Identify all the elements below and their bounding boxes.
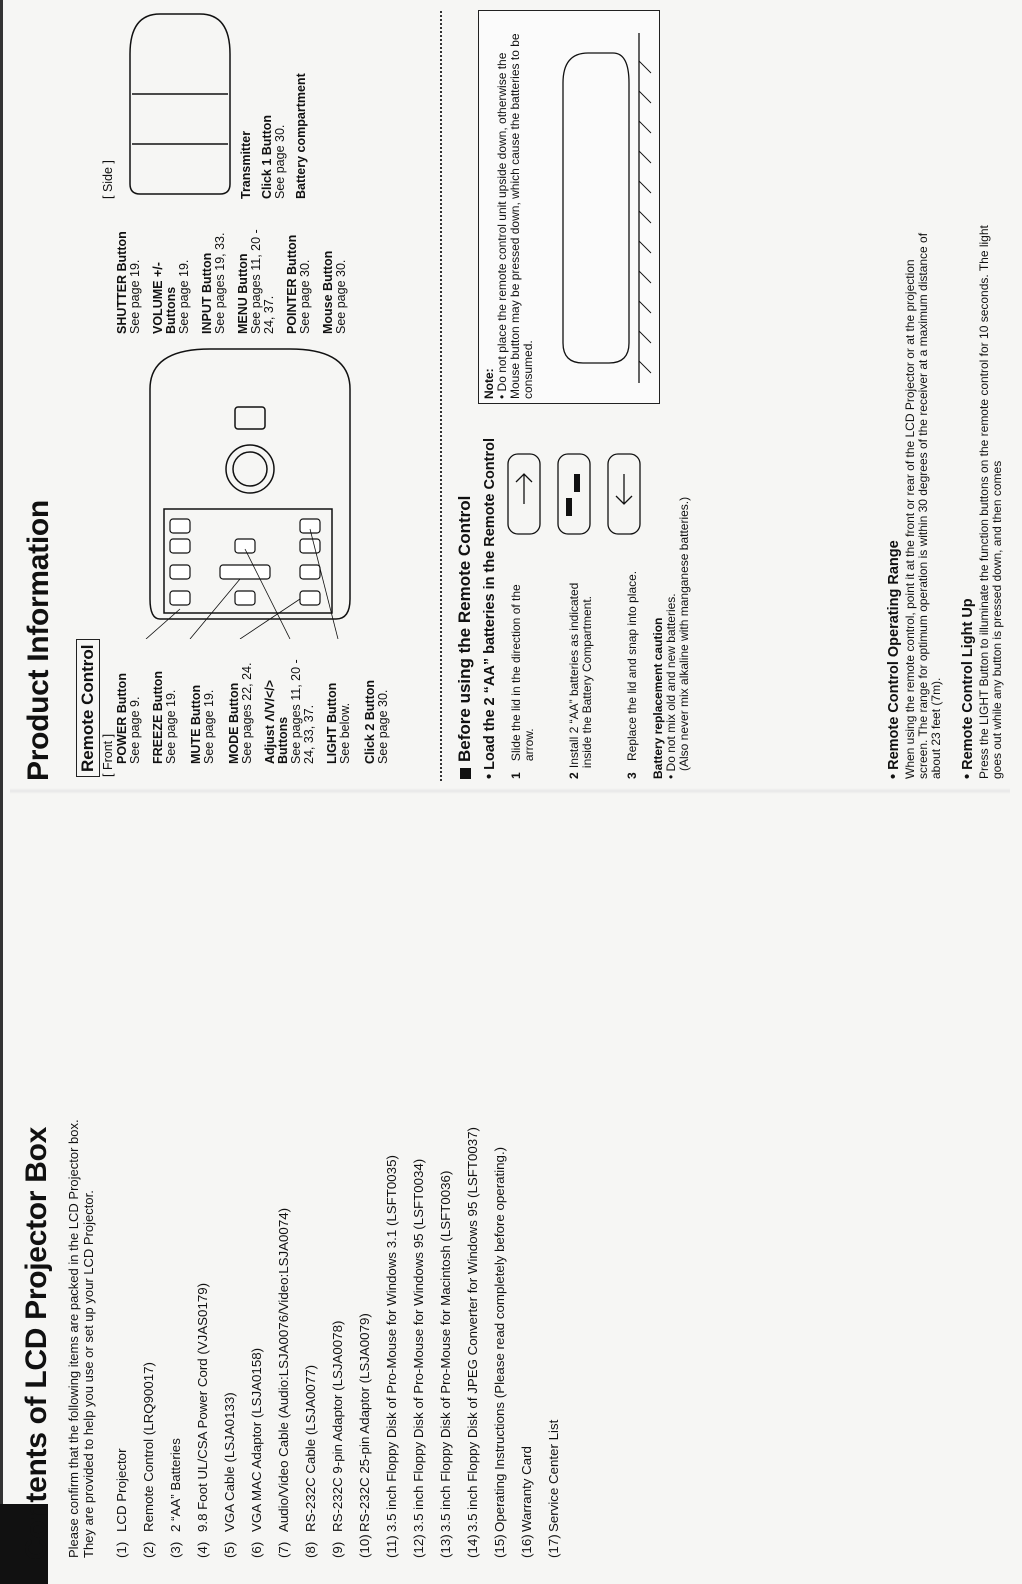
contents-item-label: Audio/Video Cable (Audio:LSJA0076/Video:LSJA0074): [276, 1207, 291, 1532]
contents-item-label: Operating Instructions (Please read completely before operating.): [492, 1146, 507, 1532]
callout: [237, 224, 276, 334]
battery-step-number: 1: [509, 772, 523, 779]
contents-item-number: (3): [168, 1541, 183, 1558]
side-view-label: [ Side ]: [101, 160, 115, 199]
callout-ref: See pages 19, 33.: [213, 232, 227, 334]
front-view-label: [ Front ]: [101, 733, 115, 777]
dotted-separator: [440, 11, 442, 781]
intro-line-1: Please confirm that the following items are packed in the LCD Projector box.: [66, 1119, 81, 1558]
callout-ref: See pages 11, 20 - 24, 33, 37.: [289, 659, 316, 764]
contents-item-number: (6): [249, 1541, 264, 1558]
side-callouts: [240, 9, 316, 199]
contents-item-label: RS-232C 9-pin Adaptor (LSJA0078): [330, 1320, 345, 1532]
remote-front-illustration: [140, 339, 360, 639]
remote-control-section-box: Remote Control: [76, 640, 100, 778]
contents-item-number: (1): [114, 1541, 129, 1558]
contents-item-number: (14): [465, 1534, 480, 1558]
contents-item-number: (12): [411, 1534, 426, 1558]
range-heading: • Remote Control Operating Range: [886, 540, 902, 779]
contents-item-number: (10): [357, 1534, 372, 1558]
callout-ref: See page 9.: [128, 696, 142, 764]
contents-item: [324, 838, 351, 1558]
contents-item-label: Remote Control (LRQ90017): [141, 1362, 156, 1532]
callout-name: Click 2 Button: [363, 679, 377, 764]
caution-title: Battery replacement caution: [651, 617, 665, 779]
contents-item: [216, 838, 243, 1558]
contents-item-number: (17): [546, 1534, 561, 1558]
battery-step-text: Slide the lid in the direction of the arrow.: [509, 584, 536, 762]
callout-name: FREEZE Button: [151, 670, 165, 764]
callout: [201, 224, 227, 334]
callout: [228, 644, 254, 764]
contents-intro: [66, 838, 96, 1558]
callout: [116, 224, 142, 334]
contents-item: [270, 838, 297, 1558]
contents-item-label: RS-232C 25-pin Adaptor (LSJA0079): [357, 1313, 372, 1532]
note-content: [483, 14, 535, 399]
battery-steps: [510, 549, 671, 779]
contents-item-label: Service Center List: [546, 1419, 561, 1532]
callout-name: LIGHT Button: [325, 682, 339, 764]
contents-item-label: 3.5 inch Floppy Disk of JPEG Converter for Windows 95 (LSFT0037): [465, 1127, 480, 1532]
callout-ref: See page 30.: [273, 124, 287, 199]
contents-item: [189, 838, 216, 1558]
contents-item-label: VGA Cable (LSJA0133): [222, 1392, 237, 1532]
callout-name: Adjust Λ/V/</> Buttons: [263, 679, 290, 764]
contents-item: [540, 838, 567, 1558]
contents-item-label: 2 “AA” Batteries: [168, 1438, 183, 1532]
callout-ref: See page 30.: [334, 259, 348, 334]
contents-item: [513, 838, 540, 1558]
contents-item-number: (4): [195, 1541, 210, 1558]
contents-item-number: (2): [141, 1541, 156, 1558]
battery-step-text: Install 2 “AA” batteries as indicated inside the Battery Compartment.: [567, 582, 594, 769]
intro-line-2: They are provided to help you use or set up your LCD Projector.: [81, 1190, 96, 1558]
contents-item-label: VGA MAC Adaptor (LSJA0158): [249, 1347, 264, 1532]
callout-name: Battery compartment: [294, 73, 308, 199]
callout: [264, 644, 316, 764]
callout-name: Click 1 Button: [260, 114, 274, 199]
contents-item-label: LCD Projector: [114, 1448, 129, 1532]
callout: [240, 9, 253, 199]
callout-ref: See page 19.: [128, 259, 142, 334]
contents-item-number: (13): [438, 1534, 453, 1558]
battery-step: [626, 549, 639, 779]
callout-ref: See below.: [338, 702, 352, 764]
contents-item-number: (16): [519, 1534, 534, 1558]
callout-name: VOLUME +/- Buttons: [151, 262, 178, 334]
light-up-text: Press the LIGHT Button to illuminate the function buttons on the remote control for 10 seconds. The light goes out while any button is pressed down, and then comes: [977, 225, 1004, 779]
contents-item-number: (9): [330, 1541, 345, 1558]
load-batteries-heading: • Load the 2 “AA” batteries in the Remote Control: [482, 437, 498, 779]
callout: [152, 224, 191, 334]
callout-ref: See page 19.: [202, 689, 216, 764]
contents-item-label: 9.8 Foot UL/CSA Power Cord (VJAS0179): [195, 1282, 210, 1532]
callout-name: MODE Button: [227, 682, 241, 764]
upside-down-remote-illustration: [543, 33, 653, 383]
callout-name: INPUT Button: [200, 252, 214, 334]
light-up-heading: • Remote Control Light Up: [960, 598, 976, 779]
battery-step-number: 2: [567, 772, 581, 779]
contents-item-label: Warranty Card: [519, 1446, 534, 1532]
contents-item: [432, 838, 459, 1558]
battery-step-number: 3: [625, 772, 639, 779]
battery-step: [568, 549, 594, 779]
callout: [190, 644, 216, 764]
contents-item: [162, 838, 189, 1558]
contents-item: [108, 838, 135, 1558]
callout-ref: See page 30.: [298, 259, 312, 334]
left-callouts: [116, 644, 402, 764]
caution-line-2: (Also never mix alkaline with manganese batteries.): [677, 496, 691, 771]
contents-list: [108, 838, 567, 1558]
product-info-title: Product Information: [22, 500, 55, 781]
battery-caution: [652, 419, 691, 779]
callout-ref: See page 30.: [376, 689, 390, 764]
callout: [152, 644, 178, 764]
mouse-button-shape: [233, 452, 267, 486]
contents-item: [378, 838, 405, 1558]
callout-name: SHUTTER Button: [115, 231, 129, 334]
contents-item-number: (5): [222, 1541, 237, 1558]
page-gutter: [10, 788, 1010, 794]
callout: [295, 9, 308, 199]
callout-ref: See page 19.: [164, 689, 178, 764]
callout: [286, 224, 312, 334]
callout: [322, 224, 348, 334]
battery-steps-illustration: [500, 434, 650, 544]
contents-title: Contents of LCD Projector Box: [20, 1127, 53, 1560]
right-callouts: [116, 224, 358, 334]
callout-name: Mouse Button: [321, 250, 335, 334]
callout-ref: See page 19.: [177, 259, 191, 334]
contents-item-label: 3.5 inch Floppy Disk of Pro-Mouse for Macintosh (LSFT0036): [438, 1170, 453, 1532]
contents-item-number: (7): [276, 1541, 291, 1558]
caution-line-1: • Do not mix old and new batteries.: [664, 593, 678, 779]
callout-name: MENU Button: [236, 253, 250, 334]
callout: [116, 644, 142, 764]
callout: [364, 644, 390, 764]
contents-item: [297, 838, 324, 1558]
note-box: [478, 10, 660, 404]
contents-item: [243, 838, 270, 1558]
contents-item: [351, 838, 378, 1558]
callout-name: POINTER Button: [285, 234, 299, 334]
note-title: Note:: [482, 368, 496, 399]
note-text: • Do not place the remote control unit upside down, otherwise the Mouse button may be pressed down, which cause the batteries to be consumed.: [495, 33, 535, 399]
click-2-button-shape: [235, 407, 265, 429]
battery-step-text: Replace the lid and snap into place.: [625, 570, 639, 761]
contents-item: [405, 838, 432, 1558]
callout-ref: See pages 22, 24.: [240, 662, 254, 764]
contents-item-number: (11): [384, 1535, 399, 1558]
contents-item-label: 3.5 inch Floppy Disk of Pro-Mouse for Windows 95 (LSFT0034): [411, 1158, 426, 1532]
callout-name: POWER Button: [115, 673, 129, 764]
contents-item-label: RS-232C Cable (LSJA0077): [303, 1364, 318, 1532]
remote-side-illustration: [120, 4, 240, 204]
contents-item: [135, 838, 162, 1558]
callout-ref: See pages 11, 20 - 24, 37.: [249, 229, 276, 334]
battery-step: [510, 549, 536, 779]
callout: [326, 644, 352, 764]
callout-name: Transmitter: [239, 130, 253, 199]
before-using-heading: Before using the Remote Control: [455, 496, 475, 779]
contents-item: [459, 838, 486, 1558]
contents-item-label: 3.5 inch Floppy Disk of Pro-Mouse for Windows 3.1 (LSFT0035): [384, 1155, 399, 1532]
contents-item-number: (15): [492, 1534, 507, 1558]
callout-name: MUTE Button: [189, 684, 203, 764]
contents-item-number: (8): [303, 1541, 318, 1558]
callout: [261, 9, 287, 199]
range-text: When using the remote control, point it at the front or rear of the LCD Projector or at the projection screen. The range for optimum operation is within 30 degrees of the receiver at a maximum distance of about 23 feet (7m).: [903, 232, 943, 779]
contents-item: [486, 838, 513, 1558]
